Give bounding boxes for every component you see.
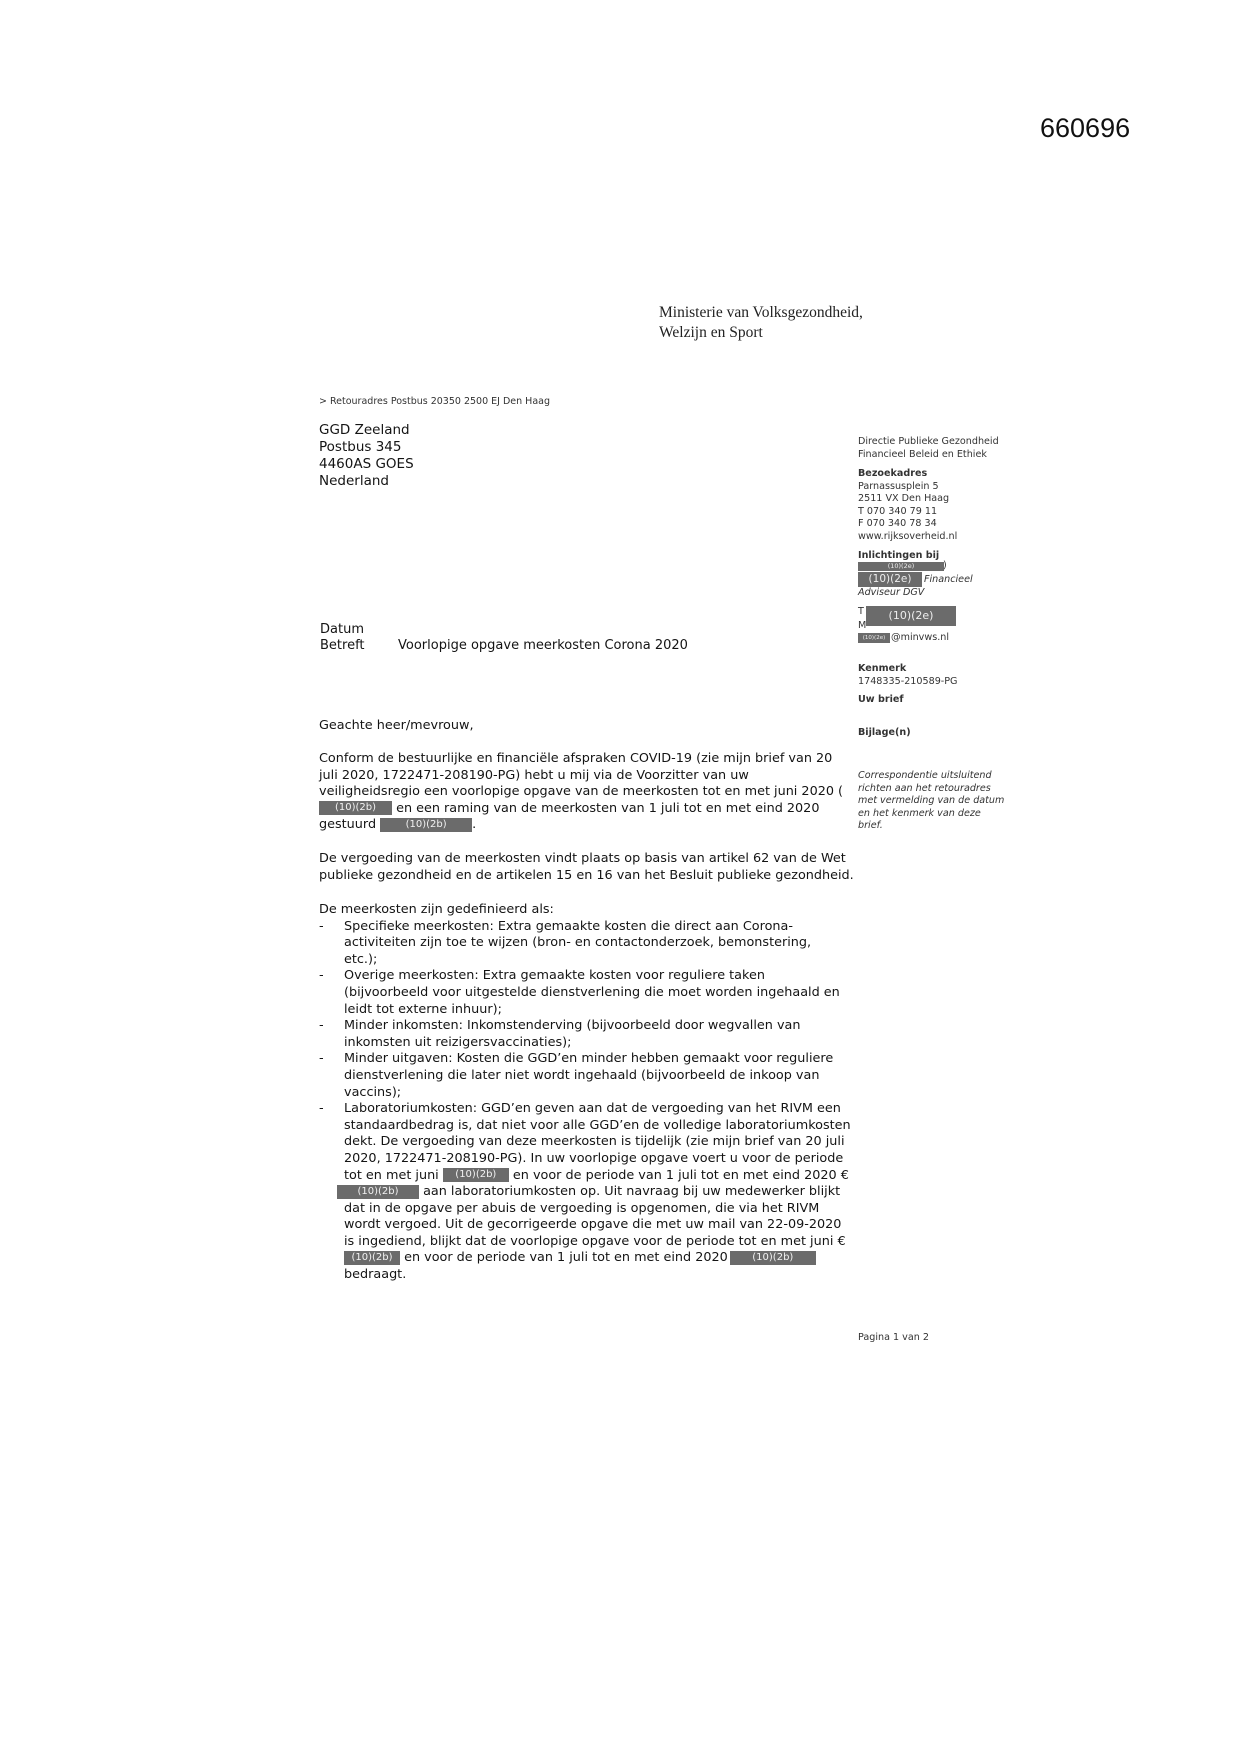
sidebar-address-line: 2511 VX Den Haag (858, 493, 950, 505)
sidebar-email: @minvws.nl (891, 632, 950, 643)
sidebar-note-line: richten aan het retouradres (858, 782, 991, 794)
list-item (319, 1101, 852, 1284)
text-line: (bijvoorbeeld voor uitgestelde dienstverlening die moet worden ingehaald en (344, 984, 840, 1000)
text-line: wordt vergoed. Uit de gecorrigeerde opgave die met uw mail van 22-09-2020 (344, 1217, 842, 1233)
letter-meta (320, 622, 688, 654)
text-line: etc.); (344, 951, 378, 967)
betreft-label: Betreft (320, 638, 365, 653)
text-line: Laboratoriumkosten: GGD’en geven aan dat de vergoeding van het RIVM een (344, 1101, 841, 1117)
betreft-value: Voorlopige opgave meerkosten Corona 2020 (398, 638, 688, 653)
sidebar-note (858, 770, 1004, 833)
text-line: Minder uitgaven: Kosten die GGD’en minder hebben gemaakt voor reguliere (344, 1051, 834, 1067)
text-segment: en een raming van de meerkosten van 1 juli tot en met eind 2020 (392, 800, 820, 816)
ministry-line-1: Ministerie van Volksgezondheid, (659, 304, 863, 321)
text-line: publieke gezondheid en de artikelen 15 en 16 van het Besluit publieke gezondheid. (319, 867, 854, 883)
recipient-line: Nederland (319, 473, 389, 489)
sidebar-kenmerk (858, 663, 958, 688)
sidebar-website: www.rijksoverheid.nl (858, 530, 958, 542)
sidebar-address-line: Parnassusplein 5 (858, 480, 939, 492)
sidebar-bijlage-label: Bijlage(n) (858, 727, 911, 738)
text-line: activiteiten zijn toe te wijzen (bron- en contactonderzoek, bemonstering, (344, 935, 812, 951)
ministry-logo-text (659, 303, 863, 343)
text-line: Overige meerkosten: Extra gemaakte kosten voor reguliere taken (344, 968, 765, 984)
sidebar-phone-prefix: T (858, 606, 864, 617)
text-line: dat in de opgave per abuis de vergoeding is opgenomen, die via het RIVM (344, 1200, 820, 1216)
text-segment: en voor de periode van 1 juli tot en met eind 2020 (400, 1250, 728, 1266)
text-line: standaardbedrag is, dat niet voor alle GGD’en de volledige laboratoriumkosten (344, 1117, 851, 1133)
text-segment: tot en met juni (344, 1167, 439, 1183)
redaction-box: (10)(2e) (866, 606, 956, 626)
redaction-box: (10)(2e) (858, 562, 944, 571)
sidebar-inlichtingen-label: Inlichtingen bij (858, 550, 940, 561)
text-line: juli 2020, 1722471-208190-PG) hebt u mij via de Voorzitter van uw (319, 767, 749, 783)
sidebar-kenmerk-label: Kenmerk (858, 663, 907, 674)
sidebar-address-line: F 070 340 78 34 (858, 518, 937, 530)
sidebar-financieel: Financieel (924, 574, 973, 585)
text-line (319, 817, 852, 834)
sidebar-paren: ) (943, 560, 947, 571)
sidebar-uw-brief-label: Uw brief (858, 694, 904, 705)
text-line: leidt tot externe inhuur); (344, 1001, 502, 1017)
list-item (319, 968, 852, 1018)
list-dash: - (319, 1101, 324, 1117)
list-item (319, 1051, 852, 1101)
sidebar-department (858, 436, 999, 461)
salutation: Geachte heer/mevrouw, (319, 718, 474, 733)
sidebar-note-line: Correspondentie uitsluitend (858, 770, 992, 781)
list-dash: - (319, 968, 324, 984)
text-line: dienstverlening die later niet wordt ingehaald (bijvoorbeeld de inkoop van (344, 1067, 820, 1083)
redaction-box: (10)(2b) (730, 1251, 816, 1265)
sidebar-afdeling: Financieel Beleid en Ethiek (858, 448, 987, 460)
paragraph-3 (319, 902, 852, 1284)
redaction-box: (10)(2e) (858, 633, 890, 643)
list-item (319, 919, 852, 969)
text-line (319, 801, 852, 818)
text-line: vaccins); (344, 1084, 402, 1100)
text-line (344, 1250, 852, 1267)
text-line: Conform de bestuurlijke en financiële afspraken COVID-19 (zie mijn brief van 20 (319, 751, 833, 766)
list-dash: - (319, 918, 324, 934)
sidebar-address-line: T 070 340 79 11 (858, 505, 938, 517)
redaction-box: (10)(2b) (380, 818, 472, 832)
document-number: 660696 (1040, 113, 1131, 143)
sidebar-directie: Directie Publieke Gezondheid (858, 436, 999, 447)
sidebar-adviseur: Adviseur DGV (858, 587, 925, 598)
sidebar-note-line: en het kenmerk van deze (858, 807, 981, 819)
text-line (337, 1184, 852, 1201)
sidebar-mobile-prefix: M (858, 620, 867, 631)
redaction-box: (10)(2b) (319, 801, 392, 815)
sidebar-note-line: met vermelding van de datum (858, 795, 1005, 807)
text-line: Specifieke meerkosten: Extra gemaakte kosten die direct aan Corona- (344, 918, 794, 934)
recipient-address (319, 422, 414, 490)
sidebar-kenmerk-value: 1748335-210589-PG (858, 675, 958, 687)
meerkosten-list (319, 919, 852, 1284)
list-item (319, 1018, 852, 1051)
redaction-box: (10)(2b) (443, 1168, 509, 1182)
paragraph-2 (319, 851, 852, 884)
list-intro: De meerkosten zijn gedefinieerd als: (319, 902, 554, 917)
redaction-box: (10)(2e) (858, 572, 922, 587)
page-footer: Pagina 1 van 2 (858, 1332, 929, 1343)
ministry-line-2: Welzijn en Sport (659, 324, 763, 341)
datum-label: Datum (320, 622, 364, 637)
text-line: dekt. De vergoeding van deze meerkosten is tijdelijk (zie mijn brief van 20 juli (344, 1134, 845, 1150)
recipient-line: Postbus 345 (319, 439, 402, 455)
text-line: De vergoeding van de meerkosten vindt plaats op basis van artikel 62 van de Wet (319, 851, 846, 866)
text-line: 2020, 1722471-208190-PG). In uw voorlopige opgave voert u voor de periode (344, 1150, 844, 1166)
list-dash: - (319, 1018, 324, 1034)
text-line: is ingediend, blijkt dat de voorlopige opgave voor de periode tot en met juni € (344, 1233, 846, 1249)
text-segment: en voor de periode van 1 juli tot en met eind 2020 € (508, 1167, 849, 1183)
text-line: inkomsten uit reizigersvaccinaties); (344, 1034, 572, 1050)
text-line: Minder inkomsten: Inkomstenderving (bijvoorbeeld door wegvallen van (344, 1018, 801, 1034)
recipient-line: 4460AS GOES (319, 456, 414, 472)
text-segment: gestuurd (319, 817, 377, 833)
recipient-line: GGD Zeeland (319, 422, 410, 438)
text-segment: aan laboratoriumkosten op. Uit navraag bij uw medewerker blijkt (419, 1184, 841, 1200)
list-dash: - (319, 1051, 324, 1067)
return-address: > Retouradres Postbus 20350 2500 EJ Den Haag (319, 396, 551, 407)
sidebar-bezoekadres-label: Bezoekadres (858, 468, 928, 479)
paragraph-1 (319, 751, 852, 834)
text-line: bedraagt. (344, 1267, 407, 1283)
sidebar-visit-address (858, 468, 957, 544)
text-line: veiligheidsregio een voorlopige opgave van de meerkosten tot en met juni 2020 ( (319, 784, 844, 800)
redaction-box: (10)(2b) (337, 1185, 419, 1199)
redaction-box: (10)(2b) (344, 1251, 400, 1265)
text-segment: . (472, 817, 477, 833)
text-line (344, 1168, 852, 1185)
sidebar-note-line: brief. (858, 820, 883, 832)
